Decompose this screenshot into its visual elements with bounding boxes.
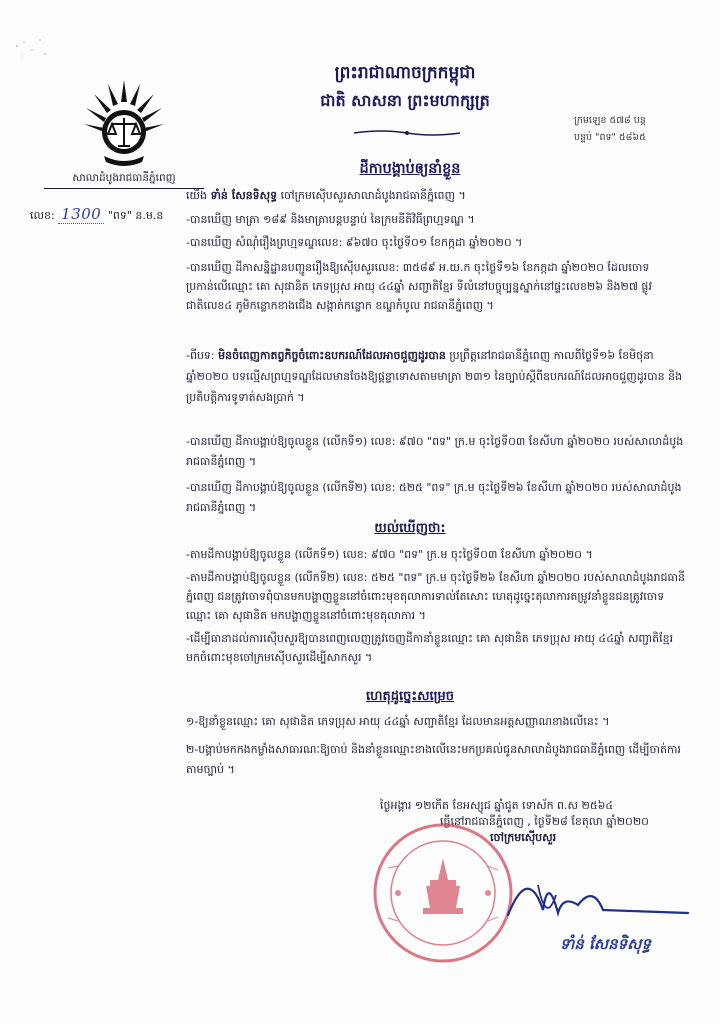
considerations-block: [76, 212, 686, 315]
handwritten-signature-icon: [498, 855, 698, 935]
charge-text: ប្រព្រឹត្តនៅរាជធានីភ្នំពេញ កាលពីថ្ងៃទី១៦ ខែមិថុនា ឆ្នាំ២០២០ បទល្មើសព្រហ្មទណ្ឌដែលមានចែងឱ្យផ្តន្ទាទោសតាមមាត្រា ២៣១ នៃច្បាប់ស្តីពីឧបករណ៍ដែលអាចជួញដូរបាន និងប្រតិបត្តិការទូទាត់សងប្រាក់ ។: [186, 349, 683, 404]
summons-refs-block: [76, 432, 686, 518]
place-date: ធ្វើនៅរាជធានីភ្នំពេញ , ថ្ងៃទី២៨ ខែតុលា ឆ្នាំ២០២០: [440, 815, 649, 828]
intro-prefix: យើង: [186, 189, 207, 202]
finding-item: -ដើម្បីធានាដល់ការស៊ើបសួរឱ្យបានពេញលេញត្រូវចេញដីកានាំខ្លួនឈ្មោះ គោ សុផានិត ភេទប្រុស អាយុ ៤៤ឆ្នាំ សញ្ជាតិខ្មែរ មកចំពោះមុខចៅក្រមស៊ើបសួរដើម្បីសាកសួរ ។: [186, 632, 674, 664]
form-code-line1: ក្រមឡេខ ៥៧៨ បន្ត: [574, 115, 646, 126]
court-emblem-icon: [78, 72, 170, 172]
consideration-item: -បានឃើញ សំណុំរឿងព្រហ្មទណ្ឌលេខ: ៩៦៧០ ចុះថ្ងៃទី០១ ខែកក្កដា ឆ្នាំ២០២០ ។: [186, 236, 523, 249]
reference-label: លេខ:: [30, 209, 55, 222]
finding-item: -តាមដីកាបង្គាប់ឱ្យចូលខ្លួន (លើកទី១) លេខ: ៩៧០ "ពទ" ក្រ.ម ចុះថ្ងៃទី០៣ ខែសីហា ឆ្នាំ២០២០ ។: [186, 548, 593, 561]
summons-ref-item: -បានឃើញ ដីកាបង្គាប់ឱ្យចូលខ្លួន (លើកទី១) លេខ: ៩៧០ "ពទ" ក្រ.ម ចុះថ្ងៃទី០៣ ខែសីហា ឆ្នាំ២០២០ របស់សាលាដំបូងរាជធានីភ្នំពេញ ។: [186, 435, 684, 468]
document-title: ដីកាបង្គាប់ឲ្យនាំខ្លួន: [359, 161, 461, 177]
charge-label: -ពីបទ:: [186, 349, 215, 362]
decisions-block: [76, 712, 686, 780]
intro-text: ចៅក្រមស៊ើបសួរសាលាដំបូងរាជធានីភ្នំពេញ ។: [280, 189, 466, 202]
consideration-item: -បានឃើញ មាត្រា ១៨៩ និងមាត្រាបន្តបន្ទាប់ នៃក្រមនីតិវិធីព្រហ្មទណ្ឌ ។: [186, 213, 475, 226]
finding-item: -តាមដីកាបង្គាប់ឱ្យចូលខ្លួន (លើកទី២) លេខ: ៥២៥ "ពទ" ក្រ.ម ចុះថ្ងៃទី២៦ ខែសីហា ឆ្នាំ២០២០ របស់សាលាដំបូងរាជធានីភ្នំពេញ ជនត្រូវចោទពុំបានមកបង្ហាញខ្លួននៅចំពោះមុខតុលាការទាល់តែសោះ ហេតុដូច្នេះតុលាការតម្រូវនាំខ្លួនជនត្រូវចោទឈ្មោះ គោ សុផានិត មកបង្ហាញខ្លួននៅចំពោះមុខតុលាការ ។: [186, 571, 685, 622]
signer-role: ចៅក្រមស៊ើបសួរ: [490, 831, 557, 844]
form-code-line2: បន្ទប់ "ពទ" ៥៨៦៥: [574, 132, 646, 143]
lunar-date: ថ្ងៃអង្គារ ១២កើត ខែអស្សុជ ឆ្នាំជូត ទោស័ក ព.ស ២៥៦៤: [380, 799, 614, 812]
charge-block: [76, 345, 686, 408]
scan-specks: [12, 36, 52, 66]
court-name: សាលាដំបូងរាជធានីភ្នំពេញ: [44, 172, 204, 189]
findings-block: [76, 545, 686, 667]
charge-offense: មិនចំពេញកាតព្វកិច្ចចំពោះឧបករណ៍ដែលអាចជួញដូរបាន: [218, 349, 446, 362]
findings-heading: យល់ឃើញថា:: [374, 521, 446, 536]
kingdom-heading: ព្រះរាជាណាចក្រកម្ពុជា: [334, 63, 476, 83]
signer-name: ទាំន់ សែនទិសុទ្ធ: [560, 935, 651, 953]
decision-item: ២-បង្គាប់មកកងកម្លាំងសាធារណៈឱ្យចាប់ និងនាំខ្លួនឈ្មោះខាងលើនេះមកប្រគល់ជូនសាលាដំបូងរាជធានីភ្នំពេញ ដើម្បីចាត់ការតាមច្បាប់ ។: [186, 743, 681, 776]
decision-heading: ហេតុដូច្នេះសម្រេច: [366, 689, 454, 704]
reference-suffix: "ពទ" ន.ម.ន: [107, 209, 164, 222]
intro-line: [76, 188, 686, 203]
reference-handwritten-number: 1300: [61, 205, 102, 223]
national-motto: ជាតិ សាសនា ព្រះមហាក្សត្រ: [320, 91, 490, 110]
summons-ref-item: -បានឃើញ ដីកាបង្គាប់ឱ្យចូលខ្លួន (លើកទី២) លេខ: ៥២៥ "ពទ" ក្រ.ម ចុះថ្ងៃទី២៦ ខែសីហា ឆ្នាំ២០២០ របស់សាលាដំបូងរាជធានីភ្នំពេញ ។: [186, 481, 682, 514]
decision-item: ១-ឱ្យនាំខ្លួនឈ្មោះ គោ សុផានិត ភេទប្រុស អាយុ ៤៤ឆ្នាំ សញ្ជាតិខ្មែរ ដែលមានអត្តសញ្ញាណខាងលើនេះ ។: [186, 715, 610, 728]
ornament-divider-icon: [352, 128, 462, 138]
judge-name: ទាំន់ សែនទិសុទ្ធ: [210, 189, 278, 202]
official-seal-icon: [368, 818, 518, 968]
form-code: [574, 112, 694, 146]
consideration-item: -បានឃើញ ដីកាសន្និដ្ឋានបញ្ជូនរឿងឱ្យស៊ើបសួរលេខ: ៣៥៨៩ អ.យ.ក ចុះថ្ងៃទី១៦ ខែកក្កដា ឆ្នាំ២០២០ ដែលចោទប្រកាន់លើឈ្មោះ គោ សុផានិត ភេទប្រុស អាយុ ៤៤ឆ្នាំ សញ្ជាតិខ្មែរ ទីលំនៅបច្ចុប្បន្នស្នាក់នៅផ្ទះលេខ២៦ និង២៧ ផ្លូវជាតិលេខ៤ ភូមិកន្លោកខាងជើង សង្កាត់កន្លោក ខណ្ឌកំបូល រាជធានីភ្នំពេញ ។: [186, 261, 652, 312]
